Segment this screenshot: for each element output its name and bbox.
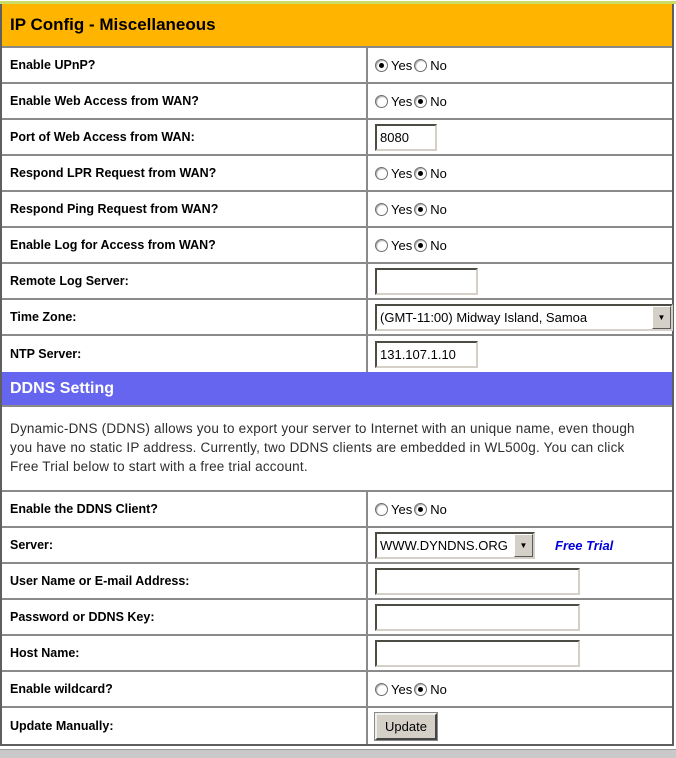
row-ddns-username [2,564,672,600]
respond-lpr-request-wan-radio-group [375,166,449,181]
time-zone-value-cell [368,300,673,334]
ddns-rows-container [2,492,672,744]
remote-log-server-input[interactable] [375,268,478,295]
ddns-server-select[interactable] [375,532,535,559]
enable-log-access-wan-value-cell [368,228,672,262]
enable-ddns-client-radio-no-selected[interactable] [414,503,427,516]
ddns-server-label: Server: [2,528,368,562]
enable-wildcard-radio-no-selected[interactable] [414,683,427,696]
ntp-server-input[interactable]: 131.107.1.10 [375,341,478,368]
row-port-web-access-wan [2,120,672,156]
ddns-description: Dynamic-DNS (DDNS) allows you to export your server to Internet with an unique name, even though you have no static IP address. Currently, two DDNS clients are embedded in WL500g. You can click Free Trial below to start with a free trial account. [2,407,672,492]
enable-wildcard-radio-label-yes[interactable]: Yes [391,681,413,697]
enable-upnp-radio-label-no[interactable]: No [430,57,447,73]
ddns-hostname-value-cell [368,636,672,670]
enable-log-access-wan-radio-yes[interactable] [375,239,388,252]
enable-wildcard-radio-yes[interactable] [375,683,388,696]
ntp-server-label: NTP Server: [2,336,368,372]
enable-web-access-wan-radio-no-selected[interactable] [414,95,427,108]
enable-upnp-radio-no[interactable] [414,59,427,72]
port-web-access-wan-label: Port of Web Access from WAN: [2,120,368,154]
respond-lpr-request-wan-radio-label-no[interactable]: No [430,165,447,181]
enable-web-access-wan-value-cell [368,84,672,118]
enable-wildcard-radio-label-no[interactable]: No [430,681,447,697]
row-ntp-server [2,336,672,372]
enable-ddns-client-value-cell [368,492,672,526]
respond-ping-request-wan-radio-label-no[interactable]: No [430,201,447,217]
enable-ddns-client-radio-yes[interactable] [375,503,388,516]
enable-web-access-wan-radio-yes[interactable] [375,95,388,108]
respond-ping-request-wan-radio-yes[interactable] [375,203,388,216]
ddns-password-input[interactable] [375,604,580,631]
respond-lpr-request-wan-label: Respond LPR Request from WAN? [2,156,368,190]
dropdown-arrow-icon[interactable]: ▼ [652,306,671,329]
port-web-access-wan-input[interactable]: 8080 [375,124,437,151]
respond-lpr-request-wan-radio-label-yes[interactable]: Yes [391,165,413,181]
enable-ddns-client-radio-label-yes[interactable]: Yes [391,501,413,517]
respond-lpr-request-wan-radio-yes[interactable] [375,167,388,180]
time-zone-select[interactable] [375,304,673,331]
row-ddns-server [2,528,672,564]
remote-log-server-label: Remote Log Server: [2,264,368,298]
enable-log-access-wan-radio-group [375,238,449,253]
respond-ping-request-wan-radio-group [375,202,449,217]
row-time-zone [2,300,672,336]
section-header-ip-config-miscellaneous: IP Config - Miscellaneous [2,4,672,48]
enable-wildcard-radio-group [375,682,449,697]
ddns-server-value-cell [368,528,672,562]
enable-ddns-client-label: Enable the DDNS Client? [2,492,368,526]
respond-ping-request-wan-radio-no-selected[interactable] [414,203,427,216]
respond-ping-request-wan-label: Respond Ping Request from WAN? [2,192,368,226]
enable-upnp-radio-label-yes[interactable]: Yes [391,57,413,73]
row-update-manually [2,708,672,744]
update-manually-value-cell [368,708,672,744]
enable-log-access-wan-label: Enable Log for Access from WAN? [2,228,368,262]
row-enable-ddns-client [2,492,672,528]
ddns-password-label: Password or DDNS Key: [2,600,368,634]
dropdown-arrow-icon[interactable]: ▼ [514,534,533,557]
update-manually-label: Update Manually: [2,708,368,744]
ntp-server-value-cell [368,336,672,372]
respond-ping-request-wan-radio-label-yes[interactable]: Yes [391,201,413,217]
row-respond-lpr-request-wan [2,156,672,192]
update-manually-button[interactable]: Update [375,713,437,740]
row-respond-ping-request-wan [2,192,672,228]
enable-ddns-client-radio-label-no[interactable]: No [430,501,447,517]
enable-log-access-wan-radio-no-selected[interactable] [414,239,427,252]
port-web-access-wan-value-cell [368,120,672,154]
respond-ping-request-wan-value-cell [368,192,672,226]
enable-web-access-wan-radio-label-yes[interactable]: Yes [391,93,413,109]
time-zone-label: Time Zone: [2,300,368,334]
config-table [0,4,674,746]
ddns-username-input[interactable] [375,568,580,595]
time-zone-select-value: (GMT-11:00) Midway Island, Samoa [380,309,588,325]
enable-upnp-radio-group [375,58,449,73]
ddns-username-label: User Name or E-mail Address: [2,564,368,598]
enable-web-access-wan-radio-label-no[interactable]: No [430,93,447,109]
ddns-hostname-label: Host Name: [2,636,368,670]
misc-rows-container [2,48,672,372]
enable-wildcard-value-cell [368,672,672,706]
row-enable-web-access-wan [2,84,672,120]
enable-web-access-wan-label: Enable Web Access from WAN? [2,84,368,118]
enable-log-access-wan-radio-label-no[interactable]: No [430,237,447,253]
row-remote-log-server [2,264,672,300]
ddns-hostname-input[interactable] [375,640,580,667]
enable-ddns-client-radio-group [375,502,449,517]
row-ddns-hostname [2,636,672,672]
next-section-edge [0,749,676,758]
enable-web-access-wan-radio-group [375,94,449,109]
ddns-username-value-cell [368,564,672,598]
row-enable-upnp [2,48,672,84]
ddns-password-value-cell [368,600,672,634]
enable-upnp-label: Enable UPnP? [2,48,368,82]
enable-log-access-wan-radio-label-yes[interactable]: Yes [391,237,413,253]
row-ddns-password [2,600,672,636]
enable-upnp-radio-yes-selected[interactable] [375,59,388,72]
ddns-server-select-value: WWW.DYNDNS.ORG [380,537,508,553]
free-trial-link[interactable]: Free Trial [555,537,614,553]
respond-lpr-request-wan-value-cell [368,156,672,190]
section-header-ddns-setting: DDNS Setting [2,372,672,407]
row-enable-wildcard [2,672,672,708]
row-enable-log-access-wan [2,228,672,264]
remote-log-server-value-cell [368,264,672,298]
enable-wildcard-label: Enable wildcard? [2,672,368,706]
respond-lpr-request-wan-radio-no-selected[interactable] [414,167,427,180]
enable-upnp-value-cell [368,48,672,82]
